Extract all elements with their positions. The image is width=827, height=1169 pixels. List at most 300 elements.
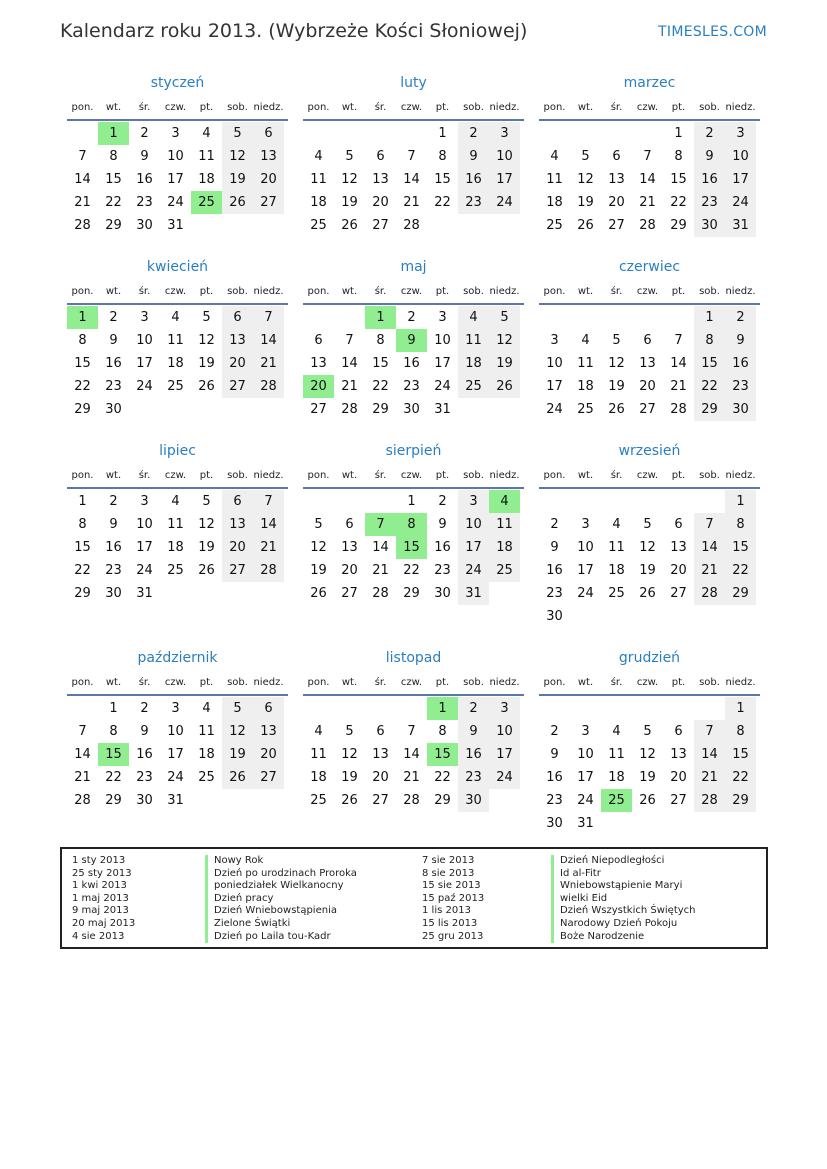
weekday-label: pon. [307,102,330,113]
day-cell: 17 [136,356,153,371]
empty-day-cell [601,122,632,145]
empty-day-cell [632,812,663,835]
day-cell: 26 [222,766,253,789]
day-cell: 9 [438,517,447,532]
weekday-label: niedz. [489,677,520,688]
day-cell: 24 [577,586,594,601]
empty-day-cell [570,122,601,145]
day-cell: 9 [396,329,427,352]
weekday-label: śr. [138,470,151,481]
holiday-date: 15 lis 2013 [422,917,478,929]
brand-link[interactable]: TIMESLES.COM [658,24,767,40]
day-cell: 23 [546,793,563,808]
holiday-name: Zielone Świątki [205,918,357,931]
day-cell: 15 [725,743,756,766]
day-cell: 16 [546,770,563,785]
weekday-label: pt. [199,102,214,113]
day-cell: 10 [489,720,520,743]
weekday-label: wt. [577,286,594,297]
day-cell: 18 [458,352,489,375]
day-cell: 30 [546,816,563,831]
day-cell: 14 [74,172,91,187]
empty-day-cell [129,398,160,421]
weekday-label: niedz. [253,102,284,113]
day-cell: 24 [458,559,489,582]
week-row [539,536,760,559]
week-row [67,306,288,329]
day-cell: 1 [407,494,416,509]
weekday-label: pon. [71,470,94,481]
weekday-label: wt. [341,677,358,688]
day-cell: 6 [674,517,683,532]
week-row [67,582,288,605]
day-cell: 8 [109,724,118,739]
week-row [303,720,524,743]
day-cell: 6 [643,333,652,348]
day-cell: 18 [198,747,215,762]
week-row [67,559,288,582]
day-cell: 26 [608,402,625,417]
day-cell: 11 [546,172,563,187]
holiday-date: 7 sie 2013 [422,855,475,866]
day-cell: 30 [458,789,489,812]
day-cell: 9 [458,720,489,743]
day-cell: 20 [303,375,334,398]
day-cell: 4 [202,701,211,716]
day-cell: 16 [403,356,420,371]
day-cell: 17 [167,172,184,187]
weekday-label: wt. [577,677,594,688]
week-row [539,582,760,605]
day-cell: 18 [310,770,327,785]
empty-day-cell [694,697,725,720]
holiday-name: wielki Eid [551,893,696,906]
month-calendar [539,255,760,421]
weekday-label: sob. [699,102,720,113]
day-cell: 2 [140,701,149,716]
empty-day-cell [725,605,756,628]
day-cell: 13 [222,329,253,352]
empty-day-cell [191,582,222,605]
weekday-label: niedz. [489,470,520,481]
empty-day-cell [632,490,663,513]
weekday-label: śr. [374,470,387,481]
day-cell: 1 [67,306,98,329]
day-cell: 28 [403,218,420,233]
day-cell: 8 [78,517,87,532]
day-cell: 5 [202,310,211,325]
day-cell: 25 [310,218,327,233]
weekday-label: niedz. [253,470,284,481]
day-cell: 13 [670,747,687,762]
empty-day-cell [191,214,222,237]
day-cell: 17 [489,168,520,191]
month-name: marzec [623,75,676,91]
day-cell: 10 [577,747,594,762]
month-calendar [303,439,524,605]
holiday-names-col-1 [205,855,357,943]
holiday-date: 25 sty 2013 [72,867,132,879]
day-cell: 7 [674,333,683,348]
day-cell: 25 [310,793,327,808]
empty-day-cell [489,582,520,605]
day-cell: 3 [489,697,520,720]
day-cell: 8 [725,720,756,743]
weekday-label: sob. [463,677,484,688]
day-cell: 7 [694,513,725,536]
day-cell: 24 [167,195,184,210]
weekday-label: czw. [400,470,423,481]
day-cell: 26 [639,586,656,601]
weekday-label: sob. [227,470,248,481]
day-cell: 27 [222,559,253,582]
weekday-label: pon. [71,102,94,113]
weekday-label: niedz. [253,286,284,297]
day-cell: 19 [310,563,327,578]
day-cell: 12 [577,172,594,187]
week-row [539,743,760,766]
day-cell: 20 [372,770,389,785]
week-row [539,352,760,375]
weekday-label: śr. [610,102,623,113]
day-cell: 25 [167,379,184,394]
weekday-label: śr. [374,677,387,688]
week-row [303,398,524,421]
day-cell: 11 [458,329,489,352]
day-cell: 2 [550,517,559,532]
day-cell: 18 [310,195,327,210]
empty-day-cell [694,812,725,835]
month-calendar [67,255,288,421]
month-name: maj [400,259,427,275]
day-cell: 4 [581,333,590,348]
day-cell: 17 [546,379,563,394]
week-row [303,352,524,375]
day-cell: 6 [376,724,385,739]
day-cell: 26 [639,793,656,808]
day-cell: 10 [167,724,184,739]
holiday-name: Nowy Rok [205,855,357,868]
week-row [67,214,288,237]
weekday-label: pt. [671,470,686,481]
weekday-label: pt. [671,677,686,688]
empty-day-cell [303,697,334,720]
weekday-label: niedz. [489,102,520,113]
month-name: styczeń [150,75,205,91]
week-row [67,122,288,145]
day-cell: 26 [489,375,520,398]
empty-day-cell [191,789,222,812]
week-row [303,766,524,789]
day-cell: 12 [198,333,215,348]
weekday-header [303,281,524,305]
day-cell: 17 [725,168,756,191]
day-cell: 20 [253,743,284,766]
day-cell: 3 [171,701,180,716]
day-cell: 13 [310,356,327,371]
day-cell: 2 [550,724,559,739]
day-cell: 9 [109,517,118,532]
day-cell: 10 [167,149,184,164]
week-row [303,214,524,237]
empty-day-cell [663,605,694,628]
empty-day-cell [632,122,663,145]
weekday-label: pt. [199,677,214,688]
weekday-label: pt. [671,102,686,113]
weekday-header [303,97,524,121]
day-cell: 25 [167,563,184,578]
day-cell: 29 [725,789,756,812]
day-cell: 15 [725,536,756,559]
day-cell: 13 [253,720,284,743]
weekday-label: pt. [671,286,686,297]
day-cell: 20 [222,536,253,559]
day-cell: 22 [670,195,687,210]
day-cell: 11 [167,333,184,348]
day-cell: 9 [140,724,149,739]
holiday-name: Boże Narodzenie [551,931,696,944]
empty-day-cell [489,398,520,421]
day-cell: 31 [458,582,489,605]
day-cell: 18 [608,770,625,785]
day-cell: 14 [253,513,284,536]
day-cell: 4 [612,724,621,739]
day-cell: 17 [577,770,594,785]
day-cell: 18 [546,195,563,210]
day-cell: 1 [674,126,683,141]
day-cell: 27 [372,218,389,233]
day-cell: 19 [198,540,215,555]
day-cell: 30 [136,793,153,808]
day-cell: 20 [341,563,358,578]
day-cell: 7 [407,724,416,739]
day-cell: 2 [109,494,118,509]
day-cell: 4 [314,149,323,164]
day-cell: 12 [639,747,656,762]
week-row [303,375,524,398]
day-cell: 20 [639,379,656,394]
day-cell: 13 [639,356,656,371]
day-cell: 13 [222,513,253,536]
month-name: kwiecień [146,259,209,275]
empty-day-cell [632,306,663,329]
weekday-label: pt. [199,286,214,297]
week-row [303,168,524,191]
weekday-label: pon. [71,286,94,297]
day-cell: 9 [725,329,756,352]
weekday-header [67,281,288,305]
day-cell: 7 [365,513,396,536]
weekday-label: niedz. [725,470,756,481]
day-cell: 21 [694,766,725,789]
empty-day-cell [663,812,694,835]
day-cell: 26 [341,793,358,808]
day-cell: 31 [167,218,184,233]
weekday-label: pt. [435,286,450,297]
day-cell: 27 [372,793,389,808]
empty-day-cell [601,812,632,835]
empty-day-cell [601,697,632,720]
day-cell: 4 [202,126,211,141]
day-cell: 1 [725,490,756,513]
weekday-label: śr. [610,286,623,297]
day-cell: 31 [725,214,756,237]
weekday-label: niedz. [725,286,756,297]
day-cell: 7 [78,149,87,164]
week-row [539,398,760,421]
week-row [67,398,288,421]
day-cell: 12 [198,517,215,532]
day-cell: 1 [438,126,447,141]
weekday-label: sob. [227,286,248,297]
day-cell: 5 [202,494,211,509]
day-cell: 21 [253,536,284,559]
day-cell: 11 [577,356,594,371]
weekday-label: czw. [164,102,187,113]
weekday-label: pon. [543,102,566,113]
day-cell: 24 [577,793,594,808]
day-cell: 21 [372,563,389,578]
day-cell: 24 [546,402,563,417]
day-cell: 20 [253,168,284,191]
holiday-date: 15 paź 2013 [422,892,485,904]
weekday-label: czw. [164,677,187,688]
weekday-label: wt. [577,102,594,113]
month-name: czerwiec [618,259,681,275]
day-cell: 19 [341,770,358,785]
day-cell: 22 [725,559,756,582]
day-cell: 25 [608,586,625,601]
day-cell: 6 [222,306,253,329]
day-cell: 22 [725,766,756,789]
week-row [67,720,288,743]
holiday-name: Dzień Wniebowstąpienia [205,905,357,918]
day-cell: 30 [434,586,451,601]
day-cell: 3 [458,490,489,513]
day-cell: 9 [140,149,149,164]
empty-day-cell [334,697,365,720]
day-cell: 26 [310,586,327,601]
empty-day-cell [365,490,396,513]
day-cell: 14 [403,747,420,762]
day-cell: 6 [222,490,253,513]
weekday-label: pon. [71,677,94,688]
empty-day-cell [396,697,427,720]
day-cell: 24 [136,379,153,394]
empty-day-cell [303,306,334,329]
day-cell: 16 [136,172,153,187]
day-cell: 15 [98,743,129,766]
week-row [303,743,524,766]
day-cell: 7 [643,149,652,164]
day-cell: 29 [74,586,91,601]
day-cell: 11 [608,540,625,555]
day-cell: 18 [198,172,215,187]
day-cell: 7 [78,724,87,739]
month-name: grudzień [618,650,681,666]
month-calendar [303,646,524,812]
weekday-label: wt. [105,102,122,113]
week-row [539,214,760,237]
day-cell: 23 [725,375,756,398]
holiday-dates-col-2 [422,855,484,943]
week-row [303,536,524,559]
weekday-label: pon. [543,470,566,481]
day-cell: 3 [550,333,559,348]
day-cell: 10 [434,333,451,348]
day-cell: 8 [694,329,725,352]
day-cell: 6 [253,122,284,145]
day-cell: 2 [140,126,149,141]
weekday-label: czw. [636,286,659,297]
day-cell: 27 [670,793,687,808]
empty-day-cell [222,789,253,812]
day-cell: 6 [376,149,385,164]
weekday-label: śr. [138,677,151,688]
day-cell: 12 [222,145,253,168]
day-cell: 11 [167,517,184,532]
day-cell: 3 [581,517,590,532]
week-row [303,122,524,145]
day-cell: 5 [612,333,621,348]
empty-day-cell [334,122,365,145]
week-row [303,145,524,168]
empty-day-cell [663,306,694,329]
weekday-label: pt. [435,102,450,113]
day-cell: 22 [403,563,420,578]
weekday-label: wt. [105,470,122,481]
weekday-header [67,672,288,696]
day-cell: 25 [601,789,632,812]
empty-day-cell [570,306,601,329]
day-cell: 14 [639,172,656,187]
empty-day-cell [253,398,284,421]
day-cell: 8 [109,149,118,164]
page-title: Kalendarz roku 2013. (Wybrzeże Kości Słoniowej) [60,20,528,42]
day-cell: 23 [458,766,489,789]
day-cell: 13 [608,172,625,187]
weekday-label: sob. [227,102,248,113]
day-cell: 30 [725,398,756,421]
empty-day-cell [365,122,396,145]
day-cell: 24 [489,766,520,789]
day-cell: 29 [403,586,420,601]
day-cell: 5 [345,724,354,739]
empty-day-cell [67,122,98,145]
week-row [539,559,760,582]
day-cell: 9 [550,540,559,555]
day-cell: 6 [612,149,621,164]
day-cell: 5 [314,517,323,532]
day-cell: 24 [489,191,520,214]
week-row [539,605,760,628]
day-cell: 19 [222,168,253,191]
day-cell: 25 [546,218,563,233]
day-cell: 16 [694,168,725,191]
day-cell: 20 [670,770,687,785]
day-cell: 5 [222,122,253,145]
day-cell: 26 [198,563,215,578]
day-cell: 21 [253,352,284,375]
week-row [67,191,288,214]
day-cell: 30 [546,609,563,624]
day-cell: 6 [253,697,284,720]
day-cell: 27 [253,766,284,789]
day-cell: 25 [489,559,520,582]
week-row [539,490,760,513]
day-cell: 2 [694,122,725,145]
day-cell: 25 [191,191,222,214]
